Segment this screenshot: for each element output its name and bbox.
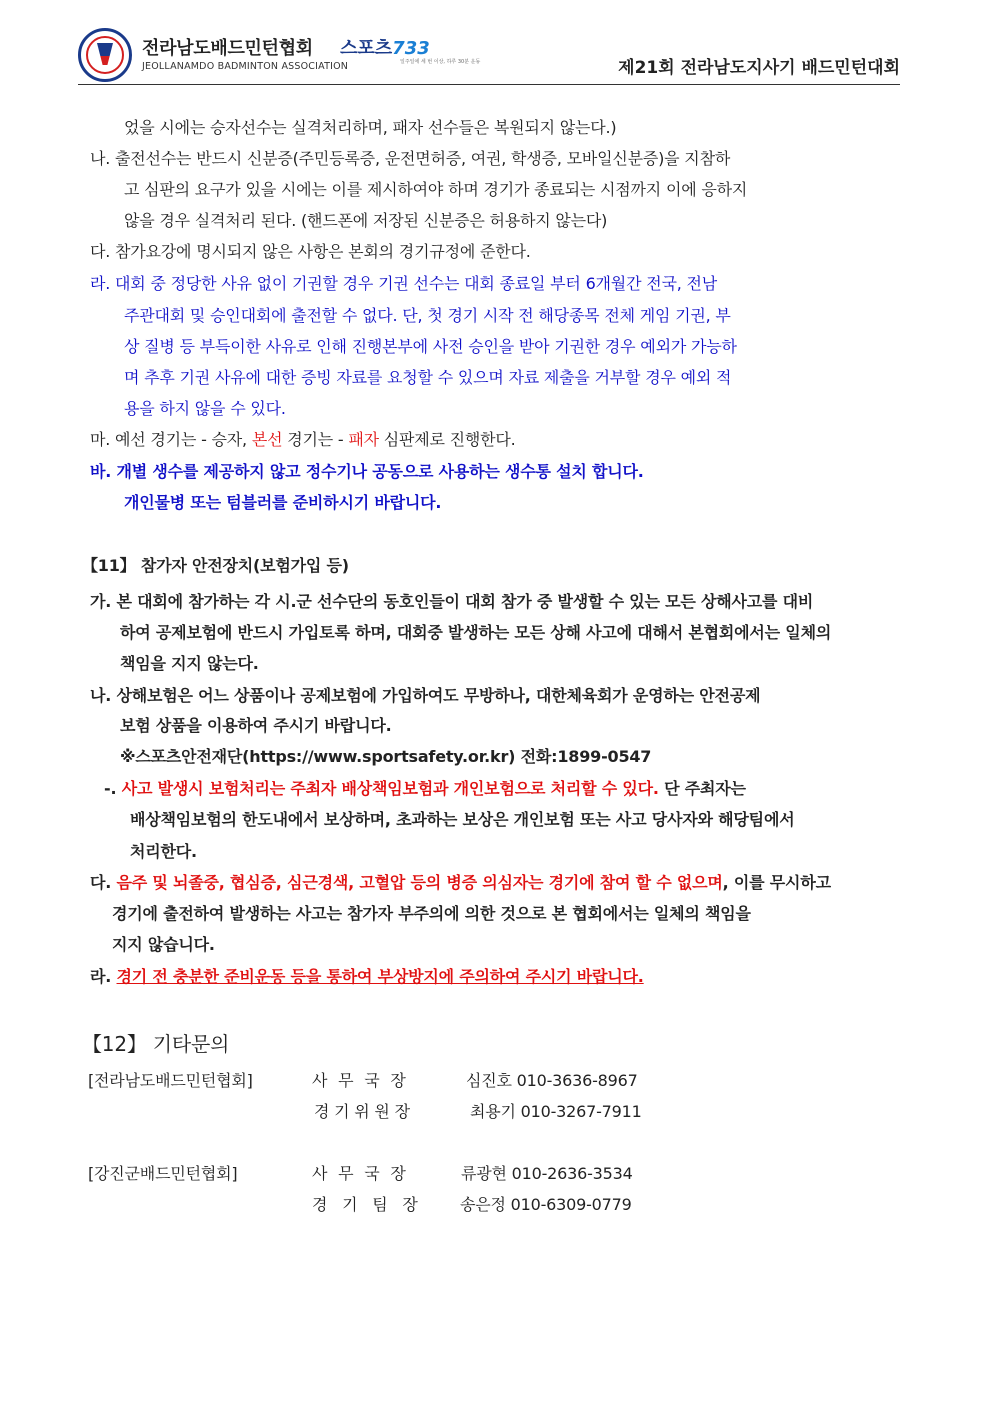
s11-da-line2: 경기에 출전하여 발생하는 사고는 참가자 부주의에 의한 것으로 본 협회에서는 일체의 책임을: [112, 904, 751, 923]
insurance-note: 사고 발생시 보험처리는 주최자 배상책임보험과 개인보험으로 처리할 수 있다.: [121, 779, 659, 798]
rule-na-line1: 나. 출전선수는 반드시 신분증(주민등록증, 운전면허증, 여권, 학생증, 모바일신분증)을 지참하: [90, 149, 731, 168]
sports733-logo: [340, 34, 430, 60]
s11-dash-line3: 처리한다.: [130, 842, 197, 861]
s11-ga-line2: 하여 공제보험에 반드시 가입토록 하며, 대회중 발생하는 모든 상해 사고에 대해서 본협회에서는 일체의: [120, 623, 832, 642]
s11-dash-line1: -. 사고 발생시 보험처리는 주최자 배상책임보험과 개인보험으로 처리할 수 있다. 단 주최자는: [104, 779, 746, 798]
page-header: [78, 28, 900, 85]
s11-da-line3: 지지 않습니다.: [112, 935, 215, 954]
event-title: 제21회 전라남도지사기 배드민턴대회: [618, 58, 900, 78]
contact4-role: 경 기 팀 장: [312, 1195, 418, 1214]
s11-ra-line: 라. 경기 전 충분한 준비운동 등을 통하여 부상방지에 주의하여 주시기 바랍니다.: [90, 967, 644, 986]
health-warning: 음주 및 뇌졸중, 협심증, 심근경색, 고혈압 등의 병증 의심자는 경기에 참여 할 수 없으며: [116, 873, 723, 892]
section12-title: 【12】 기타문의: [82, 1032, 230, 1056]
s11-dash-line2: 배상책임보험의 한도내에서 보상하며, 초과하는 보상은 개인보험 또는 사고 당사자와 해당팀에서: [130, 810, 795, 829]
contact3-org: [강진군배드민턴협회]: [88, 1164, 238, 1183]
rule-continuation: 었을 시에는 승자선수는 실격처리하며, 패자 선수들은 복원되지 않는다.): [124, 118, 617, 137]
sports733-slogan: 일주일에 세 번 이상, 하루 30분 운동: [400, 59, 481, 65]
rule-ra-line1: 라. 대회 중 정당한 사유 없이 기권할 경우 기권 선수는 대회 종료일 부터 6개월간 전국, 전남: [90, 274, 718, 293]
warmup-warning: 경기 전 충분한 준비운동 등을 통하여 부상방지에 주의하여 주시기 바랍니다.: [116, 967, 644, 986]
rule-na-line2: 고 심판의 요구가 있을 시에는 이를 제시하여야 하며 경기가 종료되는 시점까지 이에 응하지: [124, 180, 748, 199]
association-name-en: JEOLLANAMDO BADMINTON ASSOCIATION: [142, 61, 349, 72]
s11-da-line1: 다. 음주 및 뇌졸중, 협심증, 심근경색, 고혈압 등의 병증 의심자는 경기에 참여 할 수 없으며, 이를 무시하고: [90, 873, 831, 892]
contact1-role: 사 무 국 장: [312, 1071, 406, 1090]
contact4-info: 송은정 010-6309-0779: [460, 1195, 632, 1214]
rule-ba-line2: 개인물병 또는 텀블러를 준비하시기 바랍니다.: [124, 493, 442, 512]
rule-ra-line3: 상 질병 등 부득이한 사유로 인해 진행본부에 사전 승인을 받아 기권한 경우 예외가 가능하: [124, 337, 737, 356]
contact2-role: 경 기 위 원 장: [314, 1102, 410, 1121]
contact3-info: 류광현 010-2636-3534: [461, 1164, 633, 1183]
sports-num: 733: [392, 38, 430, 59]
contact3-role: 사 무 국 장: [312, 1164, 406, 1183]
rule-ba-line1: 바. 개별 생수를 제공하지 않고 정수기나 공동으로 사용하는 생수통 설치 합니다.: [90, 462, 644, 481]
rule-ra-line2: 주관대회 및 승인대회에 출전할 수 없다. 단, 첫 경기 시작 전 해당종목 전체 게임 기권, 부: [124, 306, 731, 325]
association-name-ko: 전라남도배드민턴협회: [142, 38, 313, 59]
contact1-info: 심진호 010-3636-8967: [466, 1071, 638, 1090]
rule-na-line3: 않을 경우 실격처리 된다. (핸드폰에 저장된 신분증은 허용하지 않는다): [124, 211, 608, 230]
s11-na-line1: 나. 상해보험은 어느 상품이나 공제보험에 가입하여도 무방하나, 대한체육회가 운영하는 안전공제: [90, 686, 761, 705]
badminton-association-logo-icon: [78, 28, 132, 82]
section11-title: 【11】 참가자 안전장치(보험가입 등): [82, 556, 349, 575]
loser-text: 패자: [348, 430, 379, 449]
s11-na-line3: ※스포츠안전재단(https://www.sportsafety.or.kr) 전화:1899-0547: [120, 747, 652, 766]
rule-ra-line5: 용을 하지 않을 수 있다.: [124, 399, 286, 418]
contact2-info: 최용기 010-3267-7911: [470, 1102, 642, 1121]
s11-ga-line1: 가. 본 대회에 참가하는 각 시.군 선수단의 동호인들이 대회 참가 중 발생할 수 있는 모든 상해사고를 대비: [90, 592, 814, 611]
sports-text: 스포츠: [340, 38, 393, 59]
rule-da-line1: 다. 참가요강에 명시되지 않은 사항은 본회의 경기규정에 준한다.: [90, 242, 531, 261]
rule-ra-line4: 며 추후 기권 사유에 대한 증빙 자료를 요청할 수 있으며 자료 제출을 거부할 경우 예외 적: [124, 368, 732, 387]
main-round-text: 본선: [251, 430, 283, 449]
s11-na-line2: 보험 상품을 이용하여 주시기 바랍니다.: [120, 716, 392, 735]
contact1-org: [전라남도배드민턴협회]: [88, 1071, 253, 1090]
s11-ga-line3: 책임을 지지 않는다.: [120, 654, 259, 673]
rule-ma-line: 마. 예선 경기는 - 승자, 본선 경기는 - 패자 심판제로 진행한다.: [90, 430, 516, 449]
